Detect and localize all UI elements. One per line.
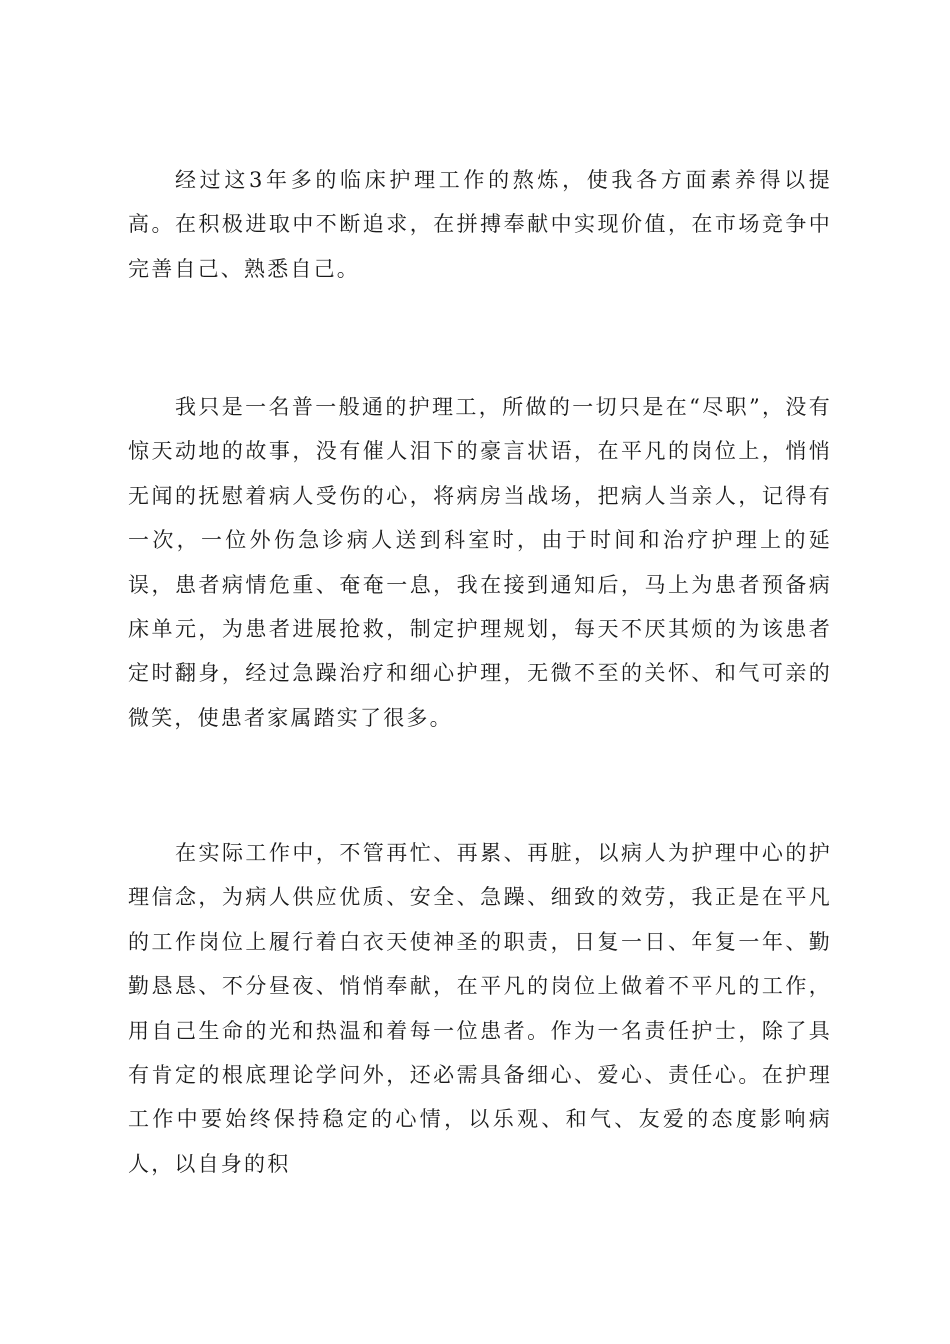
paragraph-3: 在实际工作中，不管再忙、再累、再脏，以病人为护理中心的护理信念，为病人供应优质、安全、急躁、细致的效劳，我正是在平凡的工作岗位上履行着白衣天使神圣的职责，日复一日、年复一年、勤勤恳恳、不分昼夜、悄悄奉献，在平凡的岗位上做着不平凡的工作，用自己生命的光和热温和着每一位患者。作为一名责任护士，除了具有肯定的根底理论学问外，还必需具备细心、爱心、责任心。在护理工作中要始终保持稳定的心情，以乐观、和气、友爱的态度影响病人，以自身的积: [128, 841, 832, 1176]
paragraph-2: 我只是一名普一般通的护理工，所做的一切只是在“尽职”，没有惊天动地的故事，没有催人泪下的豪言状语，在平凡的岗位上，悄悄无闻的抚慰着病人受伤的心，将病房当战场，把病人当亲人，记得有一次，一位外伤急诊病人送到科室时，由于时间和治疗护理上的延误，患者病情危重、奄奄一息，我在接到通知后，马上为患者预备病床单元，为患者进展抢救，制定护理规划，每天不厌其烦的为该患者定时翻身，经过急躁治疗和细心护理，无微不至的关怀、和气可亲的微笑，使患者家属踏实了很多。: [128, 395, 832, 730]
paragraph-1: 经过这3年多的临床护理工作的熬炼，使我各方面素养得以提高。在积极进取中不断追求，在拼搏奉献中实现价值，在市场竞争中完善自己、熟悉自己。: [128, 168, 832, 281]
